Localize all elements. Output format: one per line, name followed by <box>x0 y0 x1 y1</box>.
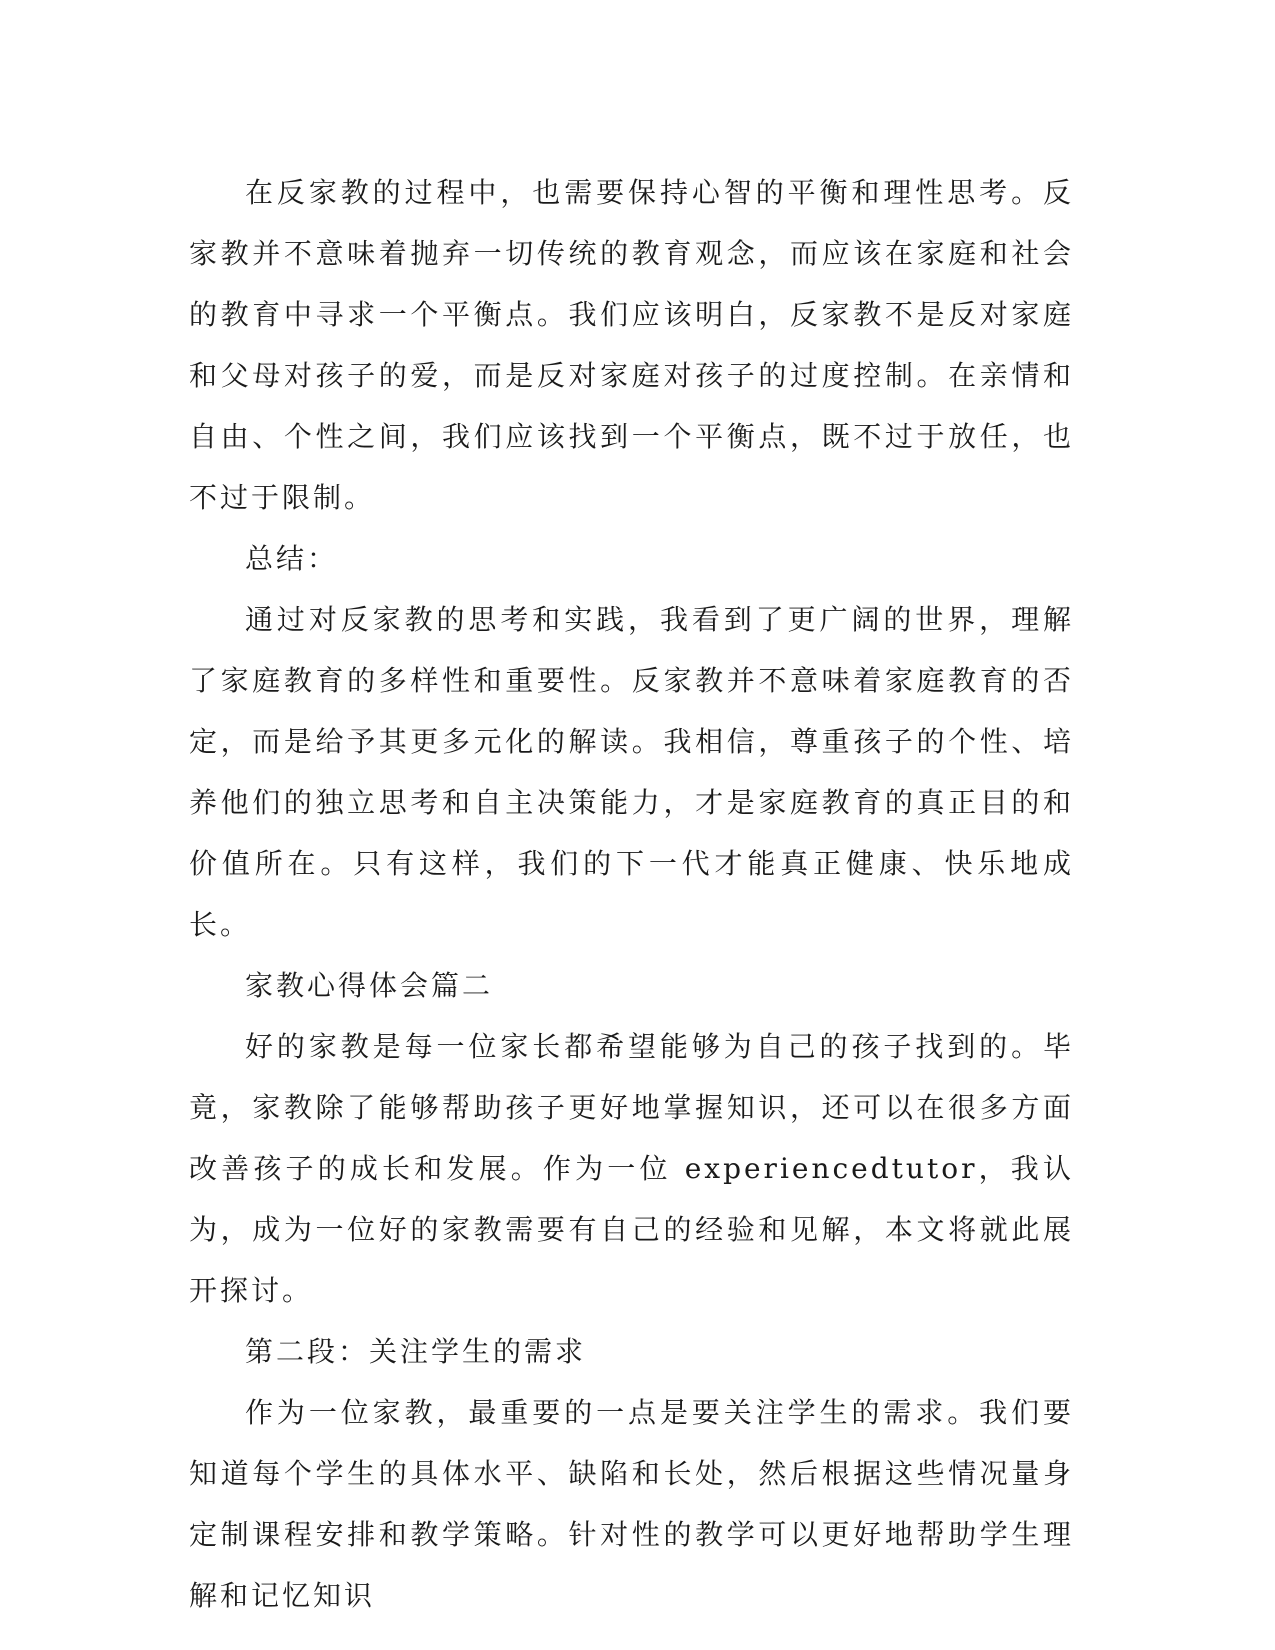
paragraph-summary: 通过对反家教的思考和实践，我看到了更广阔的世界，理解了家庭教育的多样性和重要性。反家教并不意味着家庭教育的否定，而是给予其更多元化的解读。我相信，尊重孩子的个性、培养他们的独立思考和自主决策能力，才是家庭教育的真正目的和价值所在。只有这样，我们的下一代才能真正健康、快乐地成长。 <box>189 603 1074 941</box>
paragraph-student-needs: 作为一位家教，最重要的一点是要关注学生的需求。我们要知道每个学生的具体水平、缺陷和长处，然后根据这些情况量身定制课程安排和教学策略。针对性的教学可以更好地帮助学生理解和记忆知识 <box>189 1396 1074 1612</box>
section-title-part-two: 家教心得体会篇二 <box>245 969 494 1002</box>
paragraph-balance: 在反家教的过程中，也需要保持心智的平衡和理性思考。反家教并不意味着抛弃一切传统的教育观念，而应该在家庭和社会的教育中寻求一个平衡点。我们应该明白，反家教不是反对家庭和父母对孩子的爱，而是反对家庭对孩子的过度控制。在亲情和自由、个性之间，我们应该找到一个平衡点，既不过于放任，也不过于限制。 <box>189 176 1074 514</box>
heading-second-section: 第二段：关注学生的需求 <box>245 1335 587 1368</box>
paragraph-good-tutor: 好的家教是每一位家长都希望能够为自己的孩子找到的。毕竟，家教除了能够帮助孩子更好地掌握知识，还可以在很多方面改善孩子的成长和发展。作为一位 experiencedtutor，我认为，成为一位好的家教需要有自己的经验和见解，本文将就此展开探讨。 <box>189 1030 1074 1307</box>
heading-summary: 总结： <box>245 542 339 575</box>
document-body <box>189 162 1074 1626</box>
